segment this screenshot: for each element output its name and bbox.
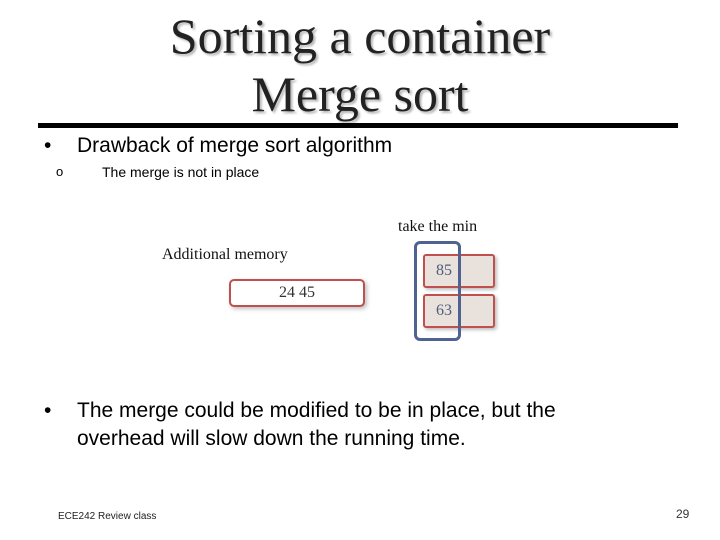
sub-bullet-marker: o <box>56 164 64 179</box>
value-top: 85 <box>436 262 452 279</box>
min-selection-frame <box>414 241 461 341</box>
slide-title-line2: Merge sort <box>251 66 469 122</box>
slide-title-line1: Sorting a container <box>169 8 551 64</box>
additional-memory-label: Additional memory <box>162 246 288 263</box>
bullet-in-place <box>44 398 694 454</box>
title-divider <box>38 123 678 128</box>
bullet-marker: • <box>44 134 52 157</box>
footer-text: ECE242 Review class <box>58 511 157 522</box>
bullet-text: Drawback of merge sort algorithm <box>77 134 393 157</box>
take-min-label: take the min <box>398 218 478 235</box>
page-number: 29 <box>676 507 690 521</box>
value-bottom: 63 <box>436 302 452 319</box>
memory-contents: 24 45 <box>279 284 315 301</box>
sub-bullet-text: The merge is not in place <box>102 164 260 180</box>
bullet-text-line1: The merge could be modified to be in place, but the <box>77 399 556 422</box>
bullet-marker: • <box>44 399 52 422</box>
additional-memory-box <box>229 279 365 307</box>
bullet-text-line2: overhead will slow down the running time. <box>77 427 466 450</box>
bullet-drawback <box>44 133 684 159</box>
